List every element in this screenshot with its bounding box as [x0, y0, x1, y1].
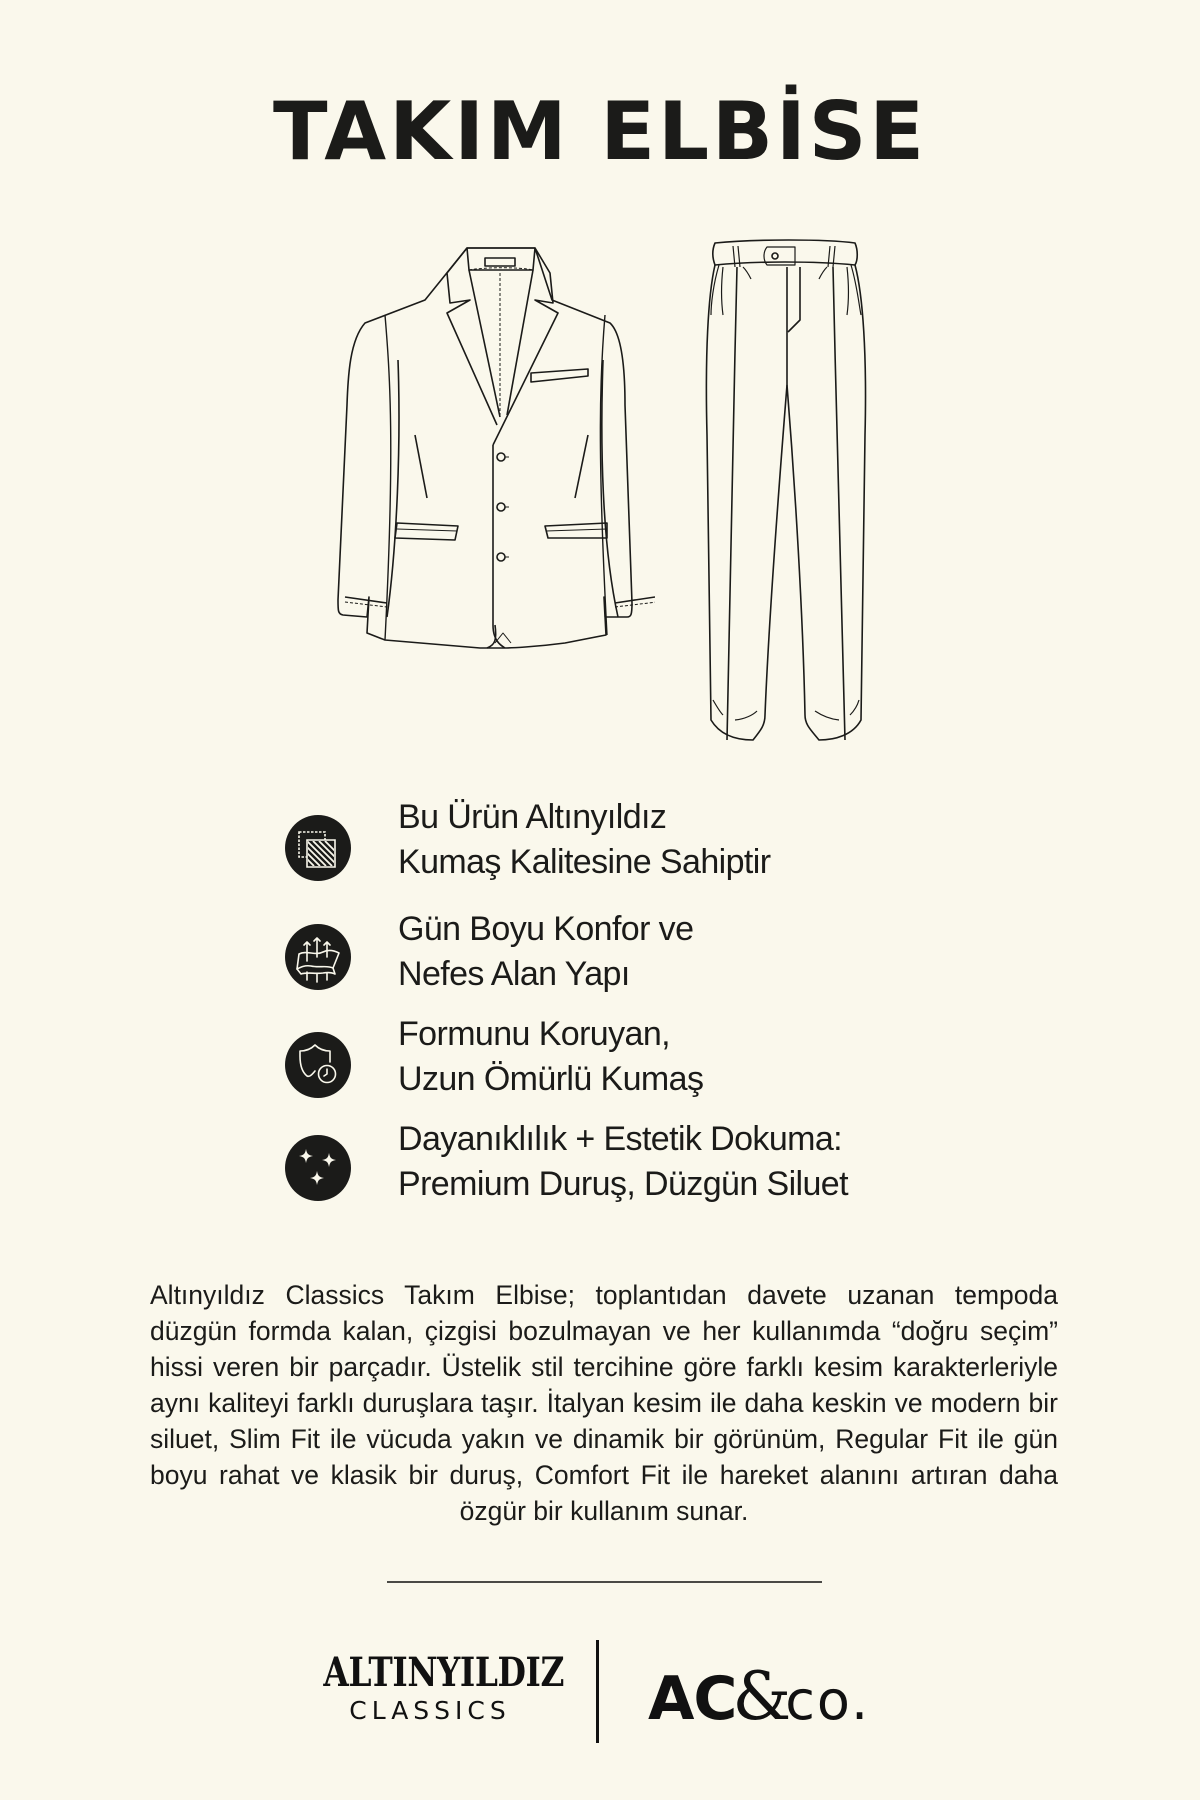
sparkles-icon [285, 1135, 351, 1201]
feature-item [285, 1117, 925, 1217]
fabric-swatch-icon [285, 815, 351, 881]
feature-text: Dayanıklılık + Estetik Dokuma: Premium Duruş, Düzgün Siluet [398, 1120, 848, 1203]
feature-text: Bu Ürün Altınyıldız Kumaş Kalitesine Sahiptir [398, 798, 771, 881]
feature-text: Gün Boyu Konfor ve Nefes Alan Yapı [398, 910, 694, 993]
ac-and-co-logo: AC&co. [648, 1658, 871, 1735]
feature-item [285, 907, 925, 1007]
shield-clock-icon [285, 1032, 351, 1098]
trousers-illustration [695, 235, 880, 745]
feature-text: Formunu Koruyan, Uzun Ömürlü Kumaş [398, 1015, 704, 1098]
page-title: TAKIM ELBİSE [272, 85, 928, 178]
feature-item [285, 1012, 925, 1112]
brand-logos [0, 1630, 1200, 1750]
breathable-fabric-icon [285, 924, 351, 990]
jacket-illustration [335, 245, 655, 665]
altinyildiz-classics-logo: ALTINYILDIZ CLASSICS [323, 1649, 565, 1725]
divider [387, 1581, 822, 1583]
product-illustrations [0, 230, 1200, 760]
logo-separator [596, 1640, 599, 1743]
feature-item [285, 795, 925, 895]
product-description: Altınyıldız Classics Takım Elbise; toplantıdan davete uzanan tempoda düzgün formda kalan, çizgisi bozulmayan ve her kullanımda “doğru seçim” hissi veren bir parçadır. Üstelik stil tercihine göre farklı kesim karakterleriyle aynı kaliteyi farklı duruşlara taşır. İtalyan kesim ile daha keskin ve modern bir siluet, Slim Fit ile vücuda yakın ve dinamik bir görünüm, Regular Fit ile gün boyu rahat ve klasik bir duruş, Comfort Fit ile hareket alanını artıran daha özgür bir kullanım sunar. [150, 1280, 1058, 1526]
